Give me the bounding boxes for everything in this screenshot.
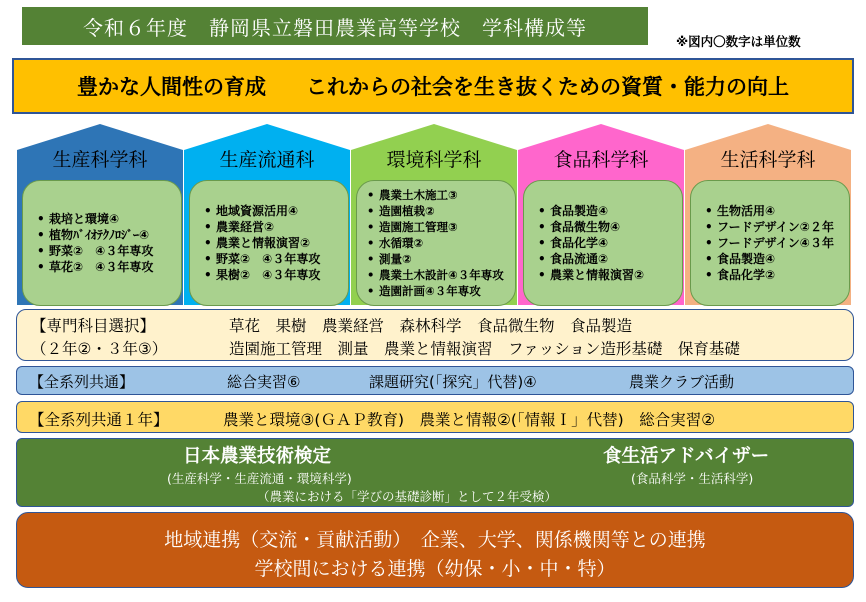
cert-right-title: 食生活アドバイザー xyxy=(603,446,770,467)
dept-subjects-4 xyxy=(690,180,850,306)
dept-title-1: 生産流通科 xyxy=(219,149,315,171)
region-line-2: 学校間における連携（幼保・小・中・特） xyxy=(254,558,616,580)
subject-item: • 野菜② ④３年専攻 xyxy=(204,251,320,267)
subject-item: • フードデザイン②２年 xyxy=(705,219,834,235)
subject-item: • 栽培と環境④ xyxy=(37,211,153,227)
subject-item: • 食品化学④ xyxy=(538,235,644,251)
subject-item: • 造園施工管理③ xyxy=(367,219,504,235)
cert-left-sub1: (生産科学・生産流通・環境科学) xyxy=(167,471,352,486)
dept-subjects-0 xyxy=(22,180,182,306)
cert-left-sub2: （農業における「学びの基礎診断」として２年受検） xyxy=(257,489,558,504)
subject-item: • 草花② ④３年専攻 xyxy=(37,259,153,275)
regional-cooperation-box xyxy=(16,512,854,588)
dept-title-0: 生産科学科 xyxy=(52,149,148,171)
subject-item: • 果樹② ④３年専攻 xyxy=(204,267,320,283)
subject-item: • 農業土木設計④３年専攻 xyxy=(367,267,504,283)
subject-item: • 造園計画④３年専攻 xyxy=(367,283,504,299)
page-title: 令和６年度 静岡県立磐田農業高等学校 学科構成等 xyxy=(22,7,648,45)
common-year1-box xyxy=(16,401,854,433)
subject-item: • 野菜② ④３年専攻 xyxy=(37,243,153,259)
subject-item: • 農業経営② xyxy=(204,219,320,235)
elective-label-2: （２年②・３年③） xyxy=(31,340,168,358)
elective-subjects-box xyxy=(16,309,854,361)
subject-item: • 農業土木施工③ xyxy=(367,187,504,203)
subject-item: • 食品微生物④ xyxy=(538,219,644,235)
goal-right: これからの社会を生き抜くための資質・能力の向上 xyxy=(306,75,789,99)
common-item-practice: 総合実習⑥ xyxy=(227,373,301,391)
subject-item: • 生物活用④ xyxy=(705,203,834,219)
common-all-box xyxy=(16,366,854,395)
dept-title-3: 食品科学科 xyxy=(553,149,649,171)
common-item-club: 農業クラブ活動 xyxy=(629,373,735,391)
subject-item: • 造園植栽② xyxy=(367,203,504,219)
cert-left-title: 日本農業技術検定 xyxy=(183,446,332,467)
subject-item: • 食品製造④ xyxy=(705,251,834,267)
elective-subjects-2: 造園施工管理 測量 農業と情報演習 ファッション造形基礎 保育基礎 xyxy=(229,340,740,358)
subject-item: • 食品流通② xyxy=(538,251,644,267)
unit-note: ※図内〇数字は単位数 xyxy=(676,34,801,49)
elective-label-1: 【専門科目選択】 xyxy=(31,317,156,335)
region-line-1: 地域連携（交流・貢献活動） 企業、大学、関係機関等との連携 xyxy=(164,529,706,551)
dept-subjects-3 xyxy=(523,180,683,306)
elective-subjects-1: 草花 果樹 農業経営 森林科学 食品微生物 食品製造 xyxy=(229,317,633,335)
dept-subjects-2 xyxy=(356,180,516,306)
common-label: 【全系列共通】 xyxy=(29,373,135,391)
dept-title-4: 生活科学科 xyxy=(720,149,816,171)
dept-title-2: 環境科学科 xyxy=(386,149,482,171)
dept-subjects-1 xyxy=(189,180,349,306)
subject-item: • 農業と情報演習② xyxy=(538,267,644,283)
cert-right-sub: (食品科学・生活科学) xyxy=(631,471,754,486)
subject-item: • 水循環② xyxy=(367,235,504,251)
subject-item: • フードデザイン④３年 xyxy=(705,235,834,251)
subject-item: • 測量② xyxy=(367,251,504,267)
common-item-research: 課題研究(「探究」代替)④ xyxy=(369,373,537,391)
year1-items: 農業と環境③(ＧＡＰ教育) 農業と情報②(「情報Ｉ」代替) 総合実習② xyxy=(223,411,716,429)
subject-item: • 食品化学② xyxy=(705,267,834,283)
subject-item: • 地域資源活用④ xyxy=(204,203,320,219)
certification-box xyxy=(16,438,854,507)
subject-item: • 食品製造④ xyxy=(538,203,644,219)
subject-item: • 植物ﾊﾞｲｵﾃｸﾉﾛｼﾞｰ④ xyxy=(37,227,153,243)
subject-item: • 農業と情報演習② xyxy=(204,235,320,251)
year1-label: 【全系列共通１年】 xyxy=(29,411,169,429)
goal-left: 豊かな人間性の育成 xyxy=(77,75,266,99)
